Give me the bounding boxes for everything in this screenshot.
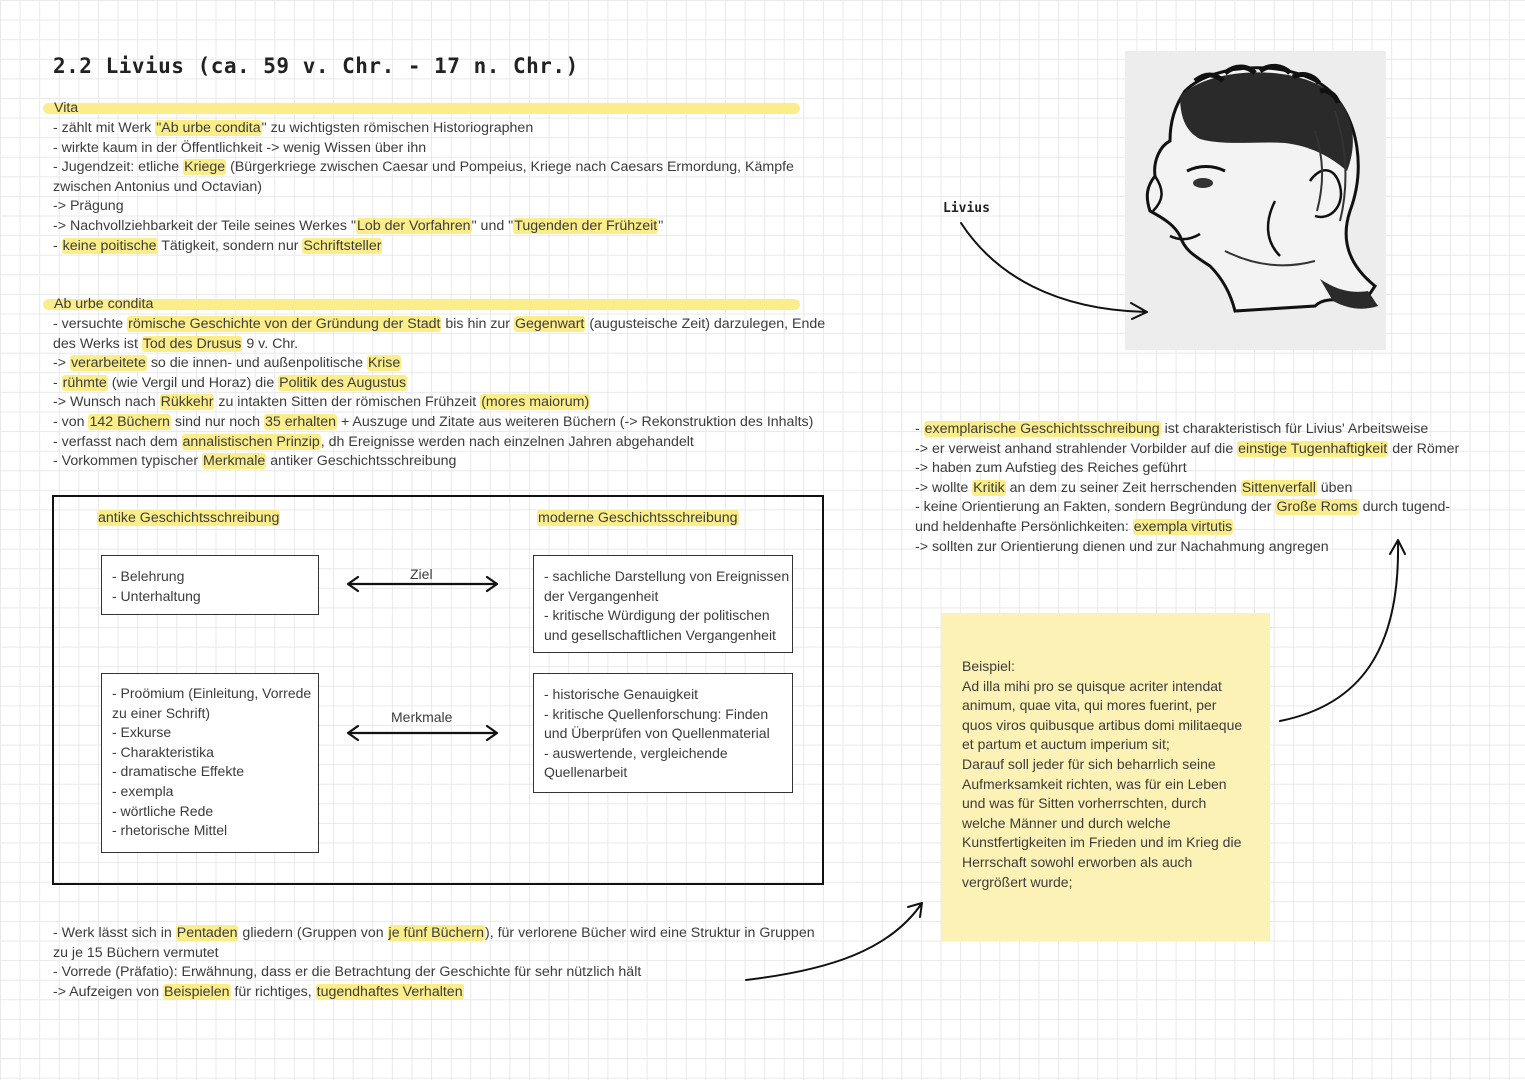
text-segment: (wie Vergil und Horaz) die	[107, 374, 279, 391]
text-segment: - von	[53, 413, 89, 430]
text-line	[53, 433, 825, 453]
text-segment: ), für verlorene Bücher wird eine Struktur in Gruppen	[484, 925, 815, 941]
text-segment: , dh Ereignisse werden nach einzelnen Jahren abgehandelt	[320, 433, 694, 450]
text-segment: -> er verweist anhand strahlender Vorbilder auf die	[915, 440, 1238, 457]
text-segment: - versuchte	[53, 316, 128, 332]
text-line	[53, 393, 825, 413]
text-segment: und heldenhafte Persönlichkeiten:	[915, 518, 1133, 535]
text-line	[53, 374, 825, 394]
text-line	[53, 413, 825, 433]
text-segment: an dem zu seiner Zeit herrschenden	[1005, 479, 1241, 496]
text-line	[53, 983, 815, 1003]
text-segment: - Vorrede (Präfatio): Erwähnung, dass er die Betrachtung der Geschichte für sehr nützlich hält	[53, 964, 642, 981]
text-segment: - wirkte kaum in der Öffentlichkeit -> wenig Wissen über ihn	[53, 139, 427, 156]
highlighted-term: 35 erhalten	[265, 413, 337, 430]
portrait-label: Livius	[943, 201, 990, 216]
text-line	[53, 217, 794, 237]
highlighted-term: verarbeitete	[70, 355, 146, 372]
text-segment: (Bürgerkriege zwischen Caesar und Pompeius, Kriege nach Caesars Ermordung, Kämpfe	[226, 159, 794, 176]
text-line	[53, 944, 815, 964]
list-line: Beispiel:	[962, 658, 1015, 674]
text-segment: -> Prägung	[53, 198, 124, 215]
text-line	[53, 119, 794, 139]
antik-ziel-box	[101, 555, 319, 615]
example-box	[941, 613, 1270, 941]
text-segment: ->	[53, 355, 70, 372]
list-line: - Unterhaltung	[112, 587, 201, 604]
text-segment: bis hin zur	[441, 316, 514, 332]
list-line: - dramatische Effekte	[112, 763, 245, 780]
highlighted-term: Große Roms	[1276, 499, 1358, 516]
list-line: - Exkurse	[112, 724, 172, 741]
text-line	[53, 963, 815, 983]
portrait-drawing-icon	[1125, 51, 1386, 350]
text-segment: -> Nachvollziehbarkeit der Teile seines Werkes "	[53, 217, 356, 234]
antik-merkmale-box	[101, 673, 319, 853]
modern-heading: moderne Geschichtsschreibung	[538, 510, 738, 526]
list-line: und Überprüfen von Quellenmaterial	[544, 725, 770, 742]
text-line	[53, 139, 794, 159]
text-line	[53, 335, 825, 355]
highlighted-term: exemplarische Geschichtsschreibung	[924, 421, 1160, 437]
text-line	[53, 452, 825, 472]
highlighted-term: Schriftsteller	[303, 237, 382, 254]
text-segment: der Römer	[1388, 440, 1460, 457]
bottom-text	[53, 924, 815, 1002]
list-line: animum, quae vita, qui mores fuerint, per	[962, 697, 1217, 714]
highlighted-term: je fünf Büchern	[388, 925, 484, 941]
text-segment: " zu wichtigsten römischen Historiographen	[261, 120, 534, 136]
text-segment: -> sollten zur Orientierung dienen und zur Nachahmung angregen	[915, 538, 1329, 555]
merkmale-label: Merkmale	[391, 709, 453, 725]
text-segment: so die innen- und außenpolitische	[146, 355, 367, 372]
page-title: 2.2 Livius (ca. 59 v. Chr. - 17 n. Chr.)	[53, 54, 579, 78]
text-line	[53, 197, 794, 217]
text-segment: ist charakteristisch für Livius' Arbeitsweise	[1160, 421, 1429, 437]
highlighted-term: rühmte	[62, 374, 107, 391]
highlighted-term: "Ab urbe condita	[156, 120, 261, 136]
text-segment: -> haben zum Aufstieg des Reiches geführt	[915, 460, 1187, 477]
text-segment: zu intakten Sitten der römischen Frühzeit	[214, 394, 481, 411]
list-line: - historische Genauigkeit	[544, 686, 699, 702]
list-line: et partum et auctum imperium sit;	[962, 736, 1170, 753]
text-segment: -> Aufzeigen von	[53, 983, 164, 1000]
vita-text	[53, 119, 794, 256]
highlighted-term: annalistischen Prinzip	[182, 433, 320, 450]
highlighted-term: tugendhaftes Verhalten	[316, 983, 463, 1000]
vita-heading: Vita	[54, 100, 79, 116]
text-segment: des Werks ist	[53, 335, 142, 352]
list-line: - kritische Würdigung der politischen	[544, 607, 770, 624]
list-line: - kritische Quellenforschung: Finden	[544, 705, 769, 722]
list-line: und was für Sitten vorherrschten, durch	[962, 795, 1207, 812]
list-line: - Belehrung	[112, 568, 185, 584]
auc-text	[53, 315, 825, 472]
highlighted-term: Gegenwart	[514, 316, 585, 332]
portrait-arrow	[955, 215, 1155, 320]
highlighted-term: Kritik	[973, 479, 1005, 496]
text-segment: für richtiges,	[230, 983, 316, 1000]
list-line: quos viros quibusque artibus domi militaeque	[962, 716, 1243, 733]
text-segment: - zählt mit Werk	[53, 120, 156, 136]
antik-heading: antike Geschichtsschreibung	[98, 510, 280, 526]
text-segment: -> wollte	[915, 479, 973, 496]
livius-portrait	[1125, 51, 1386, 350]
text-segment: + Auszuge und Zitate aus weiteren Büchern (-> Rekonstruktion des Inhalts)	[337, 413, 814, 430]
list-line: zu einer Schrift)	[112, 704, 211, 721]
list-line: vergrößert wurde;	[962, 873, 1073, 890]
modern-merkmale-box	[533, 673, 793, 793]
text-segment: 9 v. Chr.	[242, 335, 299, 352]
list-line: - rhetorische Mittel	[112, 822, 228, 839]
text-segment: (augusteische Zeit) darzulegen, Ende	[585, 316, 826, 332]
highlighted-term: römische Geschichte von der Gründung der Stadt	[128, 316, 441, 332]
highlighted-term: Krise	[367, 355, 401, 372]
list-line: - Charakteristika	[112, 743, 214, 760]
text-line	[53, 924, 815, 944]
text-line	[915, 459, 1459, 479]
text-segment: durch tugend-	[1358, 499, 1451, 516]
text-segment: - Vorkommen typischer	[53, 453, 203, 470]
text-segment: gliedern (Gruppen von	[238, 925, 388, 941]
ziel-double-arrow	[340, 574, 505, 594]
text-line	[53, 315, 825, 335]
highlighted-term: Merkmale	[203, 453, 266, 470]
text-line	[53, 354, 825, 374]
list-line: Aufmerksamkeit richten, was für ein Leben	[962, 775, 1227, 792]
list-line: - auswertende, vergleichende	[544, 744, 728, 761]
auc-highlight-bar	[43, 299, 800, 310]
merkmale-double-arrow	[340, 723, 505, 743]
list-line: Darauf soll jeder für sich beharrlich seine	[962, 755, 1216, 772]
list-line: welche Männer und durch welche	[962, 814, 1171, 831]
highlighted-term: Lob der Vorfahren	[356, 217, 471, 234]
ziel-label: Ziel	[410, 566, 433, 582]
list-line: - Proömium (Einleitung, Vorrede	[112, 685, 312, 701]
list-line: Herrschaft sowohl erworben als auch	[962, 853, 1193, 870]
text-segment: antiker Geschichtsschreibung	[266, 453, 457, 470]
text-segment: " und "	[471, 217, 514, 234]
bottom-to-example-arrow	[740, 895, 935, 990]
highlighted-term: exempla virtutis	[1133, 518, 1233, 535]
text-segment: zu je 15 Büchern vermutet	[53, 944, 219, 961]
text-line	[53, 237, 794, 257]
highlighted-term: einstige Tugenhaftigkeit	[1238, 440, 1388, 457]
list-line: - sachliche Darstellung von Ereignissen	[544, 568, 790, 584]
highlighted-term: Politik des Augustus	[279, 374, 407, 391]
text-segment: -	[915, 421, 924, 437]
text-segment: - keine Orientierung an Fakten, sondern Begründung der	[915, 499, 1276, 516]
list-line: Quellenarbeit	[544, 764, 628, 781]
text-segment: zwischen Antonius und Octavian)	[53, 178, 262, 195]
auc-heading: Ab urbe condita	[54, 296, 154, 312]
list-line: - exempla	[112, 782, 174, 799]
modern-ziel-box	[533, 555, 793, 653]
vita-highlight-bar	[43, 103, 800, 114]
list-line: der Vergangenheit	[544, 587, 659, 604]
highlighted-term: (mores maiorum)	[481, 394, 590, 411]
list-line: Kunstfertigkeiten im Frieden und im Krieg die	[962, 834, 1242, 851]
text-line	[915, 479, 1459, 499]
text-line	[53, 158, 794, 178]
text-segment: Tätigkeit, sondern nur	[157, 237, 303, 254]
list-line: und gesellschaftlichen Vergangenheit	[544, 626, 776, 643]
text-segment: "	[658, 217, 664, 234]
highlighted-term: Tugenden der Frühzeit	[514, 217, 658, 234]
text-segment: -	[53, 374, 62, 391]
highlighted-term: Beispielen	[164, 983, 230, 1000]
text-line	[915, 498, 1459, 518]
highlighted-term: Pentaden	[176, 925, 238, 941]
text-segment: -> Wunsch nach	[53, 394, 160, 411]
list-line: Ad illa mihi pro se quisque acriter intendat	[962, 677, 1222, 694]
highlighted-term: Sittenverfall	[1241, 479, 1316, 496]
text-segment: - Jugendzeit: etliche	[53, 159, 184, 176]
highlighted-term: Rükkehr	[160, 394, 214, 411]
text-segment: -	[53, 237, 62, 254]
highlighted-term: Tod des Drusus	[142, 335, 242, 352]
list-line: - wörtliche Rede	[112, 802, 214, 819]
highlighted-term: Kriege	[184, 159, 226, 176]
text-segment: üben	[1316, 479, 1353, 496]
text-line	[915, 420, 1459, 440]
highlighted-term: 142 Büchern	[89, 413, 170, 430]
example-to-right-arrow	[1270, 530, 1410, 730]
text-segment: - Werk lässt sich in	[53, 925, 176, 941]
text-segment: sind nur noch	[170, 413, 265, 430]
highlighted-term: keine poitische	[62, 237, 157, 254]
text-line	[53, 178, 794, 198]
text-line	[915, 440, 1459, 460]
text-segment: - verfasst nach dem	[53, 433, 182, 450]
